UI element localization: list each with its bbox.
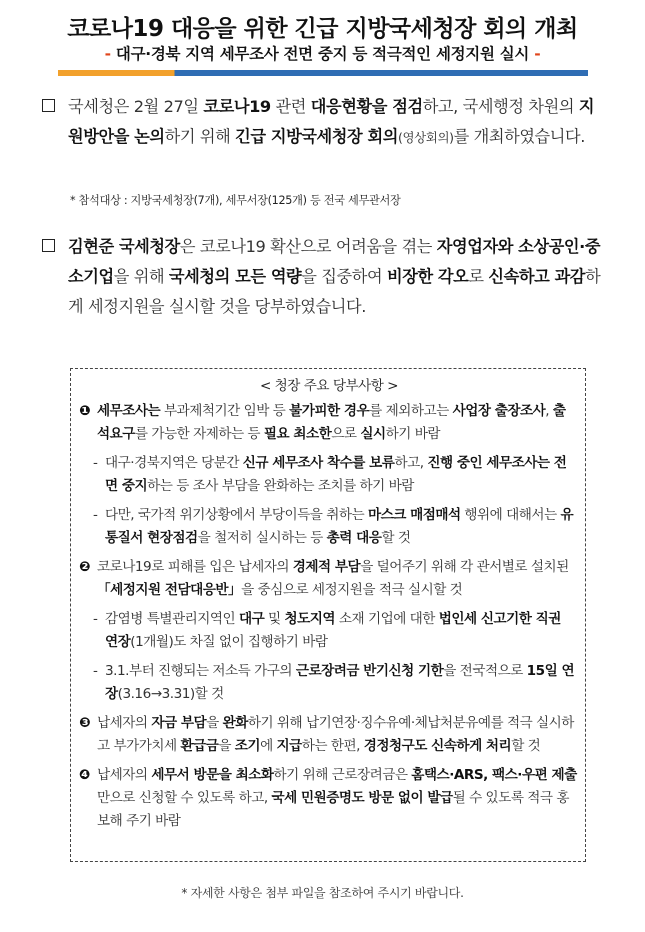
text-run-small: (영상회의)	[397, 130, 454, 145]
directives-title: < 청장 주요 당부사항 >	[259, 378, 399, 394]
text-run: 코로나19로 피해를 입은 납세자의	[97, 559, 293, 575]
bold-run: 법인세 신고기한 직권 연장	[105, 611, 561, 650]
text-run: 납세자의	[97, 715, 152, 731]
text-run: 를 개최하였습니다.	[453, 127, 586, 146]
bold-run: 완화	[222, 715, 248, 731]
text-run: 을 전국적으로	[443, 663, 527, 679]
bold-run: 「세정지원 전담대응반」	[97, 582, 242, 598]
text-run: 하기 위해 납기연장·징수유예·체납처분유예를 적극 실시하고 부가가치세	[97, 715, 574, 754]
directive-item-1-sub-2	[81, 504, 577, 550]
text-run: 할 것	[381, 530, 411, 546]
text-run: 하는 한편,	[301, 738, 364, 754]
text-run: 를 가능한 자제하는 등	[134, 426, 264, 442]
attendees-note: * 참석대상 : 지방국세청장(7개), 세무서장(125개) 등 전국 세무관서장	[70, 194, 401, 207]
text-run: 대구·경북지역은 당분간	[105, 455, 243, 471]
bold-run: 김현준 국세청장	[68, 237, 180, 256]
text-run: 하고,	[394, 455, 428, 471]
number-2-icon: ❷	[79, 559, 91, 575]
bold-run: 사업장 출장조사	[452, 403, 546, 419]
text-run: 하기 위해	[164, 127, 236, 146]
text-run: 될 수 있도록 적극 홍보해 주기 바람	[97, 790, 569, 829]
directive-item-4	[81, 764, 577, 833]
text-run: 부과제척기간 임박 등	[160, 403, 290, 419]
dash-bullet: -	[93, 663, 98, 679]
text-run: 만으로 신청할 수 있도록 하고,	[97, 790, 272, 806]
title-divider-bar	[58, 70, 588, 76]
text-run: 을 위해	[113, 267, 169, 286]
directive-item-1	[81, 400, 577, 446]
footnote: * 자세한 사항은 첨부 파일을 참조하여 주시기 바랍니다.	[181, 886, 464, 900]
text-run: 하기 위해 근로장려금은	[273, 767, 412, 783]
directive-item-1-sub-1	[81, 452, 577, 498]
subtitle-text: 대구·경북 지역 세무조사 전면 중지 등 적극적인 세정지원 실시	[115, 45, 530, 63]
text-run: 을 덜어주기 위해 각 관서별로 설치된	[360, 559, 569, 575]
page-subtitle	[0, 42, 645, 64]
directives-box	[70, 368, 586, 862]
text-run: 납세자의	[97, 767, 152, 783]
number-4-icon: ❹	[79, 767, 91, 783]
text-run: (1개월)도 차질 없이 집행하기 바람	[130, 634, 328, 650]
directive-item-3	[81, 712, 577, 758]
bold-run: 홈택스·ARS, 팩스·우편 제출	[411, 767, 577, 783]
bold-run: 세무서 방문을 최소화	[151, 767, 274, 783]
number-1-icon: ❶	[79, 403, 91, 419]
text-run: 감염병 특별관리지역인	[105, 611, 239, 627]
bold-run: 근로장려금 반기신청 기한	[295, 663, 444, 679]
bold-run: 총력 대응	[326, 530, 382, 546]
bold-run: 실시	[360, 426, 386, 442]
text-run: 및	[264, 611, 285, 627]
bold-run: 환급금	[180, 738, 219, 754]
square-bullet-icon	[42, 99, 55, 112]
text-run: 하는 등 조사 부담을 완화하는 조치를 하기 바람	[147, 478, 414, 494]
text-run: 에	[260, 738, 277, 754]
paragraph-meeting	[42, 92, 602, 153]
bold-run: 국세 민원증명도 방문 없이 발급	[271, 790, 453, 806]
text-run: 을 집중하여	[301, 267, 387, 286]
text-run: 행위에 대해서는	[460, 507, 561, 523]
text-run: 다만, 국가적 위기상황에서 부당이득을 취하는	[105, 507, 368, 523]
bold-run: 지급	[276, 738, 302, 754]
bold-run: 세무조사는	[97, 403, 161, 419]
bold-run: 자금 부담	[151, 715, 207, 731]
bold-run: 출석요구	[97, 403, 566, 442]
bold-run: 자영업자와 소상공인·중소기업	[68, 237, 601, 286]
dash-bullet: -	[93, 507, 98, 523]
text-run: ,	[545, 403, 553, 419]
bold-run: 유통질서 현장점검	[105, 507, 574, 546]
text-run: 소재 기업에 대한	[335, 611, 439, 627]
directive-item-2-sub-2	[81, 660, 577, 706]
bold-run: 지원방안을 논의	[68, 97, 595, 146]
text-run: 하게 세정지원을 실시할 것을 당부하였습니다.	[68, 267, 601, 316]
bold-run: 불가피한 경우	[289, 403, 370, 419]
text-run: 으로	[331, 426, 361, 442]
bold-run: 긴급 지방국세청장 회의	[235, 127, 398, 146]
number-3-icon: ❸	[79, 715, 91, 731]
subtitle-dash-left: -	[104, 45, 111, 63]
text-run: 을	[206, 715, 223, 731]
bold-run: 신속하고 과감	[488, 267, 586, 286]
bold-run: 코로나19	[203, 97, 271, 116]
bold-run: 마스크 매점매석	[367, 507, 461, 523]
text-run: 3.1.부터 진행되는 저소득 가구의	[105, 663, 296, 679]
subtitle-dash-right: -	[534, 45, 541, 63]
bold-run: 경제적 부담	[292, 559, 361, 575]
text-run: 로	[468, 267, 489, 286]
bold-run: 대응현황을 점검	[310, 97, 423, 116]
page-title: 코로나19 대응을 위한 긴급 지방국세청장 회의 개최	[67, 16, 578, 42]
bold-run: 청도지역	[284, 611, 336, 627]
text-run: 은 코로나19 확산으로 어려움을 겪는	[179, 237, 437, 256]
bold-run: 대구	[238, 611, 265, 627]
directive-item-2	[81, 556, 577, 602]
text-run: 을 중심으로 세정지원을 적극 실시할 것	[241, 582, 463, 598]
bold-run: 진행 중인 세무조사는 전면 중지	[105, 455, 567, 494]
paragraph-meeting-text	[68, 92, 602, 153]
bold-run: 15일 연장	[105, 663, 575, 702]
text-run: 국세청은 2월 27일	[68, 97, 204, 116]
dash-bullet: -	[93, 455, 98, 471]
bold-run: 조기	[234, 738, 261, 754]
bold-run: 필요 최소한	[263, 426, 332, 442]
directive-item-2-sub-1	[81, 608, 577, 654]
text-run: 를 제외하고는	[369, 403, 453, 419]
text-run: 을	[218, 738, 235, 754]
paragraph-commissioner	[42, 232, 602, 322]
dash-bullet: -	[93, 611, 98, 627]
text-run: (3.16→3.31)할 것	[117, 686, 224, 702]
bold-run: 경정청구도 신속하게 처리	[363, 738, 512, 754]
bold-run: 신규 세무조사 착수를 보류	[242, 455, 395, 471]
text-run: 을 철저히 실시하는 등	[197, 530, 327, 546]
text-run: 하고, 국세행정 차원의	[422, 97, 579, 116]
paragraph-commissioner-text	[68, 232, 602, 322]
text-run: 할 것	[511, 738, 541, 754]
bold-run: 국세청의 모든 역량	[168, 267, 302, 286]
text-run: 하기 바람	[385, 426, 440, 442]
text-run: 관련	[270, 97, 311, 116]
square-bullet-icon	[42, 239, 55, 252]
bold-run: 비장한 각오	[386, 267, 469, 286]
